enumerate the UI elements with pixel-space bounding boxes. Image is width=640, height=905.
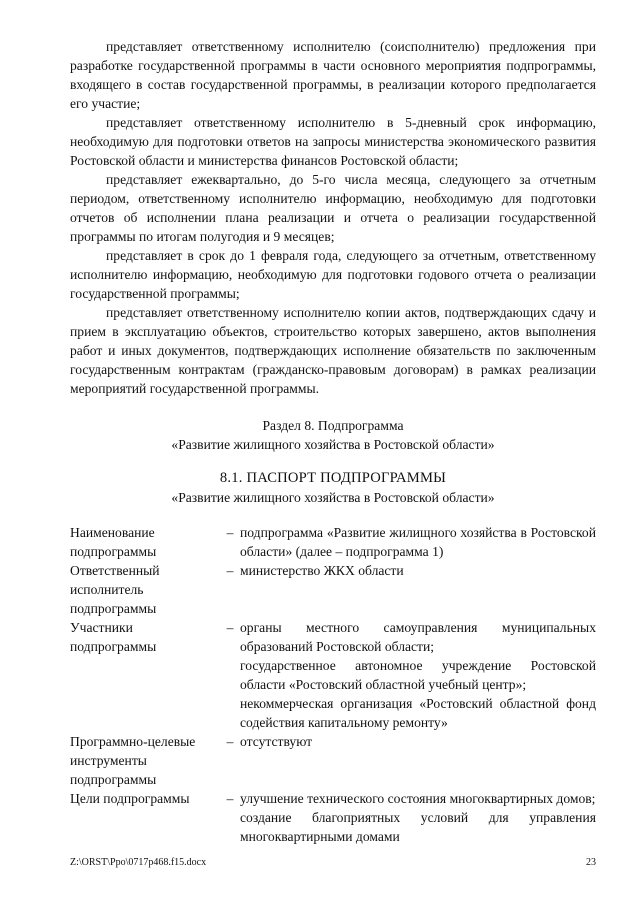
passport-row-participants [70,618,596,732]
section-8-1-heading [70,469,596,507]
passport-dash: – [226,791,234,806]
passport-value-line: государственное автономное учреждение Ростовской области «Ростовский областной учебный центр»; [240,658,596,692]
passport-subtitle: «Развитие жилищного хозяйства в Ростовской области» [171,490,495,505]
passport-label: Участники подпрограммы [70,620,157,654]
section-8-heading [70,416,596,454]
passport-dash: – [226,525,234,540]
passport-value-line: подпрограмма «Развитие жилищного хозяйства в Ростовской области» (далее – подпрограмма 1) [240,525,596,559]
passport-value [240,789,596,846]
passport-value-line: создание благоприятных условий для управления многоквартирными домами [240,810,596,844]
passport-label: Ответственный исполнитель подпрограммы [70,563,160,616]
paragraph-1: представляет ответственному исполнителю (соисполнителю) предложения при разработке государственной программы в части основного мероприятия подпрограммы, входящего в состав государственной программы, в реализации которого предполагается его участие; [70,39,596,111]
passport-dash: – [226,620,234,635]
footer-file-path: Z:\ORST\Ppo\0717p468.f15.docx [70,857,207,868]
passport-value [240,732,596,751]
page-footer [70,857,596,869]
passport-value-line: министерство ЖКХ области [240,563,404,578]
passport-row-name [70,523,596,561]
passport-value-line: органы местного самоуправления муниципальных образований Ростовской области; [240,620,596,654]
document-page [70,37,596,846]
paragraph-2: представляет ответственному исполнителю в 5-дневный срок информацию, необходимую для подготовки ответов на запросы министерства экономического развития Ростовской области и министерства финансов Ростовской области; [70,115,596,168]
passport-row-responsible [70,561,596,618]
paragraph-3: представляет ежеквартально, до 5-го числа месяца, следующего за отчетным периодом, ответственному исполнителю информацию, необходимую для подготовки отчетов об исполнении плана реализации и отчета о реализации государственной программы по итогам полугодия и 9 месяцев; [70,172,596,244]
passport-value-line: улучшение технического состояния многоквартирных домов; [240,791,596,806]
passport-title: 8.1. ПАСПОРТ ПОДПРОГРАММЫ [219,470,447,486]
section-8-title: Раздел 8. Подпрограмма [262,418,404,433]
passport-label: Программно-целевые инструменты подпрограммы [70,734,196,787]
passport-row-instruments [70,732,596,789]
passport-value [240,561,596,580]
passport-label: Наименование подпрограммы [70,525,157,559]
page-number: 23 [586,857,596,868]
section-8-subtitle: «Развитие жилищного хозяйства в Ростовской области» [171,437,495,452]
paragraph-5: представляет ответственному исполнителю копии актов, подтверждающих сдачу и прием в эксплуатацию объектов, строительство которых завершено, актов выполнения работ и иных документов, подтверждающих исполнение обязательств по заключенным государственным контрактам (гражданско-правовым договорам) в рамках реализации мероприятий государственной программы. [70,305,596,396]
passport-table [70,523,596,846]
passport-dash: – [226,563,234,578]
passport-value-line: отсутствуют [240,734,313,749]
passport-value [240,523,596,561]
passport-value [240,618,596,732]
passport-row-goals [70,789,596,846]
passport-dash: – [226,734,234,749]
paragraph-4: представляет в срок до 1 февраля года, следующего за отчетным, ответственному исполнителю информацию, необходимую для подготовки годового отчета о реализации государственной программы; [70,248,596,301]
passport-value-line: некоммерческая организация «Ростовский областной фонд содействия капитальному ремонту» [240,696,596,730]
passport-label: Цели подпрограммы [70,791,190,806]
